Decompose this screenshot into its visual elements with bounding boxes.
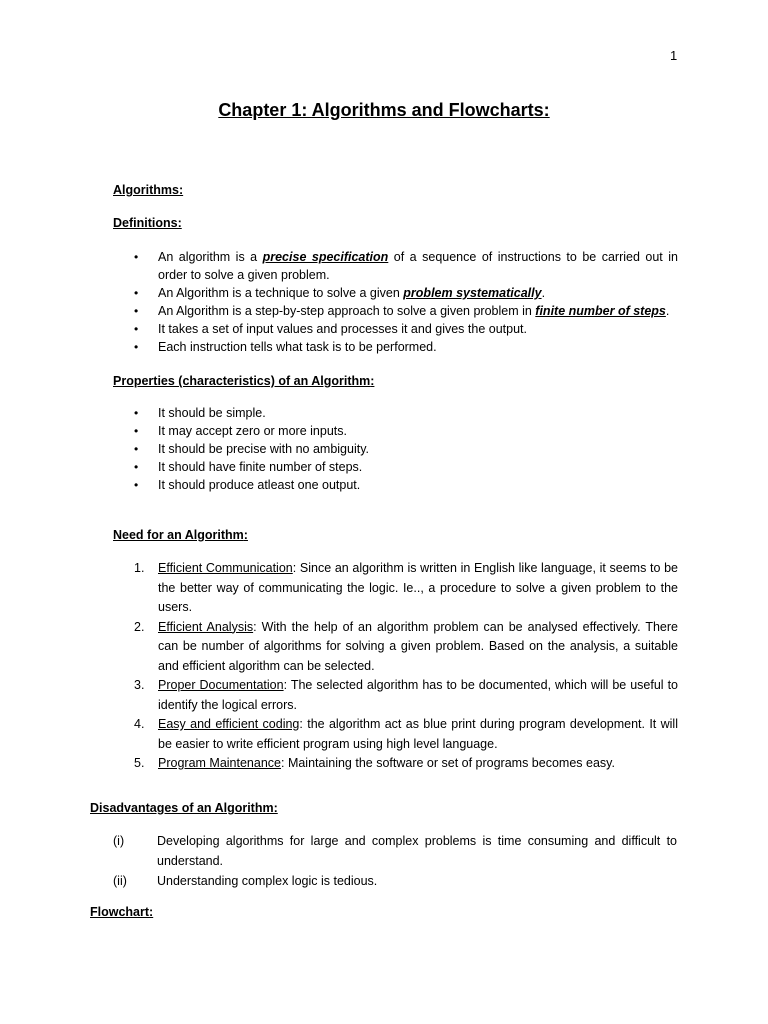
list-item [90,831,677,871]
properties-list [113,404,678,494]
need-heading [113,528,248,542]
need-term: Efficient Communication [158,561,293,575]
definition-text-end: . [541,286,546,300]
need-text: Since an algorithm is written in English like language, it seems to be the better way of communicating the logic. Ie.., a procedure to solve a given problem to the users. [158,561,678,614]
disadvantages-list [90,831,677,891]
definition-text-end: . [665,304,670,318]
list-item: • It should be simple. [113,404,678,422]
list-item [113,302,678,320]
properties-heading-colon: : [370,374,375,388]
list-item [113,338,678,356]
list-item [113,248,678,284]
list-item [113,715,678,754]
need-colon: : [280,756,285,770]
needs-list [113,559,678,774]
definition-text: An Algorithm is a step-by-step approach to solve a given problem in [158,304,536,318]
chapter-title: Chapter 1: Algorithms and Flowcharts: [218,100,550,120]
need-heading-text: Need for an Algorithm [113,528,244,542]
need-colon: : [292,561,297,575]
algorithms-heading: Algorithms: [113,183,184,197]
definition-emphasis: problem systematically [403,286,542,300]
list-item [90,871,677,891]
list-item [113,754,678,774]
flowchart-heading: Flowchart: [90,905,154,919]
need-heading-colon: : [243,528,248,542]
need-term: Program Maintenance [158,756,281,770]
item-number: (i) [113,834,125,848]
properties-heading-text: Properties (characteristics) of an Algorithm [113,374,371,388]
need-term: Efficient Analysis [158,619,254,634]
list-item [113,284,678,302]
list-item [113,320,678,338]
item-number: 2. [134,619,145,634]
need-text: the algorithm act as blue print during program development. It will be easier to write efficient program using high level language. [158,717,678,751]
definitions-heading: Definitions: [113,216,182,230]
definition-emphasis: precise specification [262,250,389,264]
definition-text: An Algorithm is a technique to solve a given [158,286,404,300]
item-number: 4. [134,717,145,731]
list-item: • It should have finite number of steps. [113,458,678,476]
page-number: 1 [670,48,678,63]
need-colon: : [299,717,303,731]
need-text: With the help of an algorithm problem can be analysed effectively. There can be number of algorithms for solving a given problem. Based on the analysis, a suitable and efficient algorithm can be selected. [158,619,678,673]
definitions-list [113,248,678,356]
item-number: 1. [134,561,145,575]
disadvantage-text: Understanding complex logic is tedious. [157,874,378,888]
list-item [113,618,678,677]
list-item: • It may accept zero or more inputs. [113,422,678,440]
disadvantage-text: Developing algorithms for large and complex problems is time consuming and difficult to understand. [157,834,677,868]
item-number: 3. [134,678,145,692]
need-colon: : [253,619,257,634]
list-item: • It should be precise with no ambiguity. [113,440,678,458]
definition-text: Each instruction tells what task is to be performed. [158,340,437,354]
item-number: (ii) [113,874,127,888]
list-item [113,559,678,618]
definition-text: An algorithm is a [158,250,263,264]
properties-heading [113,374,374,388]
need-text: Maintaining the software or set of programs becomes easy. [284,756,615,770]
list-item: • It should produce atleast one output. [113,476,678,494]
definition-text-end: of a sequence of instructions to be carried out in order to solve a given problem. [158,250,678,282]
item-number: 5. [134,756,145,770]
need-colon: : [283,678,288,692]
definition-text: It takes a set of input values and processes it and gives the output. [158,322,527,336]
disadvantages-heading: Disadvantages of an Algorithm: [90,801,278,815]
definition-emphasis: finite number of steps [535,304,666,318]
need-term: Proper Documentation [158,678,284,692]
need-term: Easy and efficient coding [158,717,300,731]
need-text: The selected algorithm has to be documented, which will be useful to identify the logical errors. [158,678,678,712]
list-item [113,676,678,715]
